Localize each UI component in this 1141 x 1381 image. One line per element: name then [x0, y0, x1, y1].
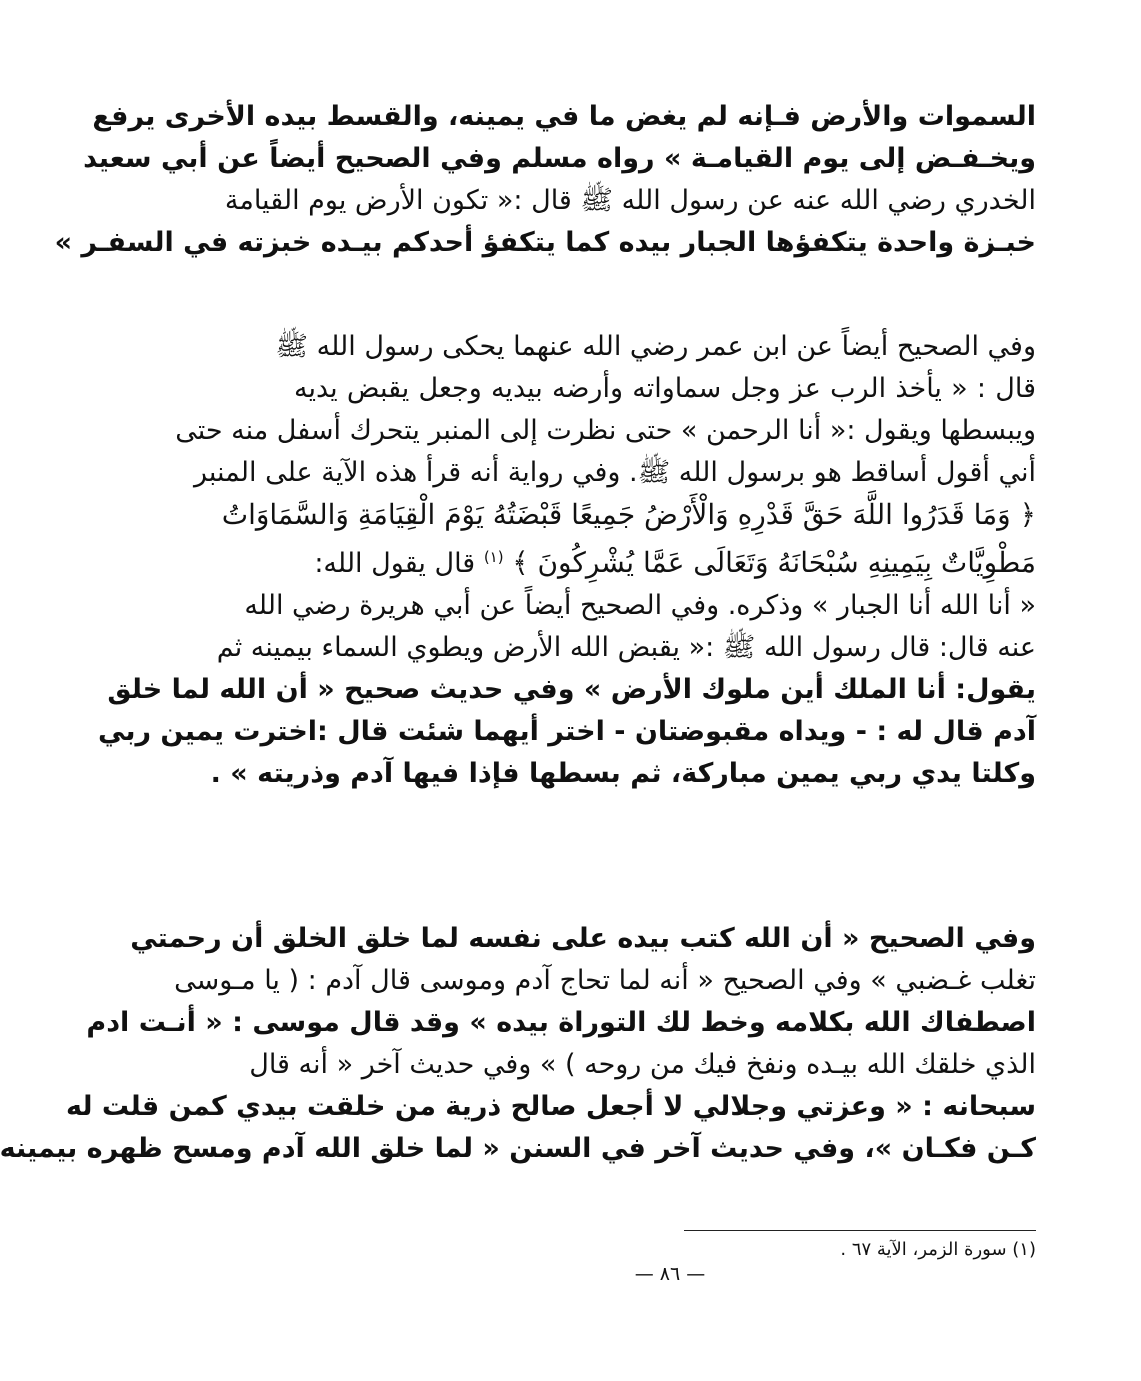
text-line: اصطفاك الله بكلامه وخط لك التوراة بيده » وقد قال موسى : « أنـت ادم	[86, 1007, 1036, 1038]
footnote-divider	[684, 1230, 1036, 1231]
paragraph-1	[54, 96, 1036, 264]
quran-verse-text: مَطْوِيَّاتٌ بِيَمِينِهِ سُبْحَانَهُ وَتَعَالَى عَمَّا يُشْرِكُونَ ﴾	[512, 546, 1036, 579]
text-fragment: قال يقول الله:	[314, 548, 476, 579]
text-line: الذي خلقك الله بيـده ونفخ فيك من روحه ) » وفي حديث آخر « أنه قال	[249, 1049, 1036, 1080]
text-line: قال : « يأخذ الرب عز وجل سماواته وأرضه بيديه وجعل يقبض يديه	[294, 373, 1036, 404]
text-line: وفي الصحيح « أن الله كتب بيده على نفسه لما خلق الخلق أن رحمتي	[130, 923, 1036, 954]
text-line: آدم قال له : - ويداه مقبوضتان - اختر أيهما شئت قال :اخترت يمين ربي	[98, 716, 1036, 747]
text-line: تغلب غـضبي » وفي الصحيح « أنه لما تحاج آدم وموسى قال آدم : ( يا مـوسى	[174, 965, 1036, 996]
paragraph-2	[98, 326, 1036, 795]
footnote: (١) سورة الزمر، الآية ٦٧ .	[840, 1239, 1036, 1260]
text-line: وكلتا يدي ربي يمين مباركة، ثم بسطها فإذا فيها آدم وذريته » .	[210, 758, 1036, 789]
text-line: « أنا الله أنا الجبار » وذكره. وفي الصحيح أيضاً عن أبي هريرة رضي الله	[244, 590, 1036, 621]
text-line: سبحانه : « وعزتي وجلالي لا أجعل صالح ذرية من خلقت بيدي كمن قلت له	[66, 1091, 1036, 1122]
quran-verse-line: ﴿ وَمَا قَدَرُوا اللَّهَ حَقَّ قَدْرِهِ وَالْأَرْضُ جَمِيعًا قَبْضَتُهُ يَوْمَ الْقِيَامَةِ وَالسَّمَاوَاتُ	[221, 498, 1036, 531]
text-line: خبـزة واحدة يتكفؤها الجبار بيده كما يتكفؤ أحدكم بيـده خبزته في السفـر »	[54, 227, 1036, 258]
text-line: عنه قال: قال رسول الله ﷺ :« يقبض الله الأرض ويطوي السماء بيمينه ثم	[216, 632, 1036, 663]
text-line: يقول: أنا الملك أين ملوك الأرض » وفي حديث صحيح « أن الله لما خلق	[107, 674, 1036, 705]
page-number: — ٨٦ —	[634, 1263, 706, 1285]
text-line: ويبسطها ويقول :« أنا الرحمن » حتى نظرت إلى المنبر يتحرك أسفل منه حتى	[175, 415, 1036, 446]
paragraph-3	[0, 918, 1036, 1170]
text-line: ويخـفـض إلى يوم القيامـة » رواه مسلم وفي الصحيح أيضاً عن أبي سعيد	[83, 143, 1036, 174]
text-line: وفي الصحيح أيضاً عن ابن عمر رضي الله عنهما يحكى رسول الله ﷺ	[275, 331, 1036, 362]
text-line: السموات والأرض فـإنه لم يغض ما في يمينه، والقسط بيده الأخرى يرفع	[92, 101, 1036, 132]
text-line: كـن فكـان »، وفي حديث آخر في السنن « لما خلق الله آدم ومسح ظهره بيمينه	[0, 1133, 1036, 1164]
text-line: الخدري رضي الله عنه عن رسول الله ﷺ قال :« تكون الأرض يوم القيامة	[224, 185, 1036, 216]
text-line: أني أقول أساقط هو برسول الله ﷺ. وفي رواية أنه قرأ هذه الآية على المنبر	[193, 457, 1036, 488]
quran-verse-line-end	[294, 536, 1036, 585]
footnote-marker: (١)	[483, 548, 504, 566]
